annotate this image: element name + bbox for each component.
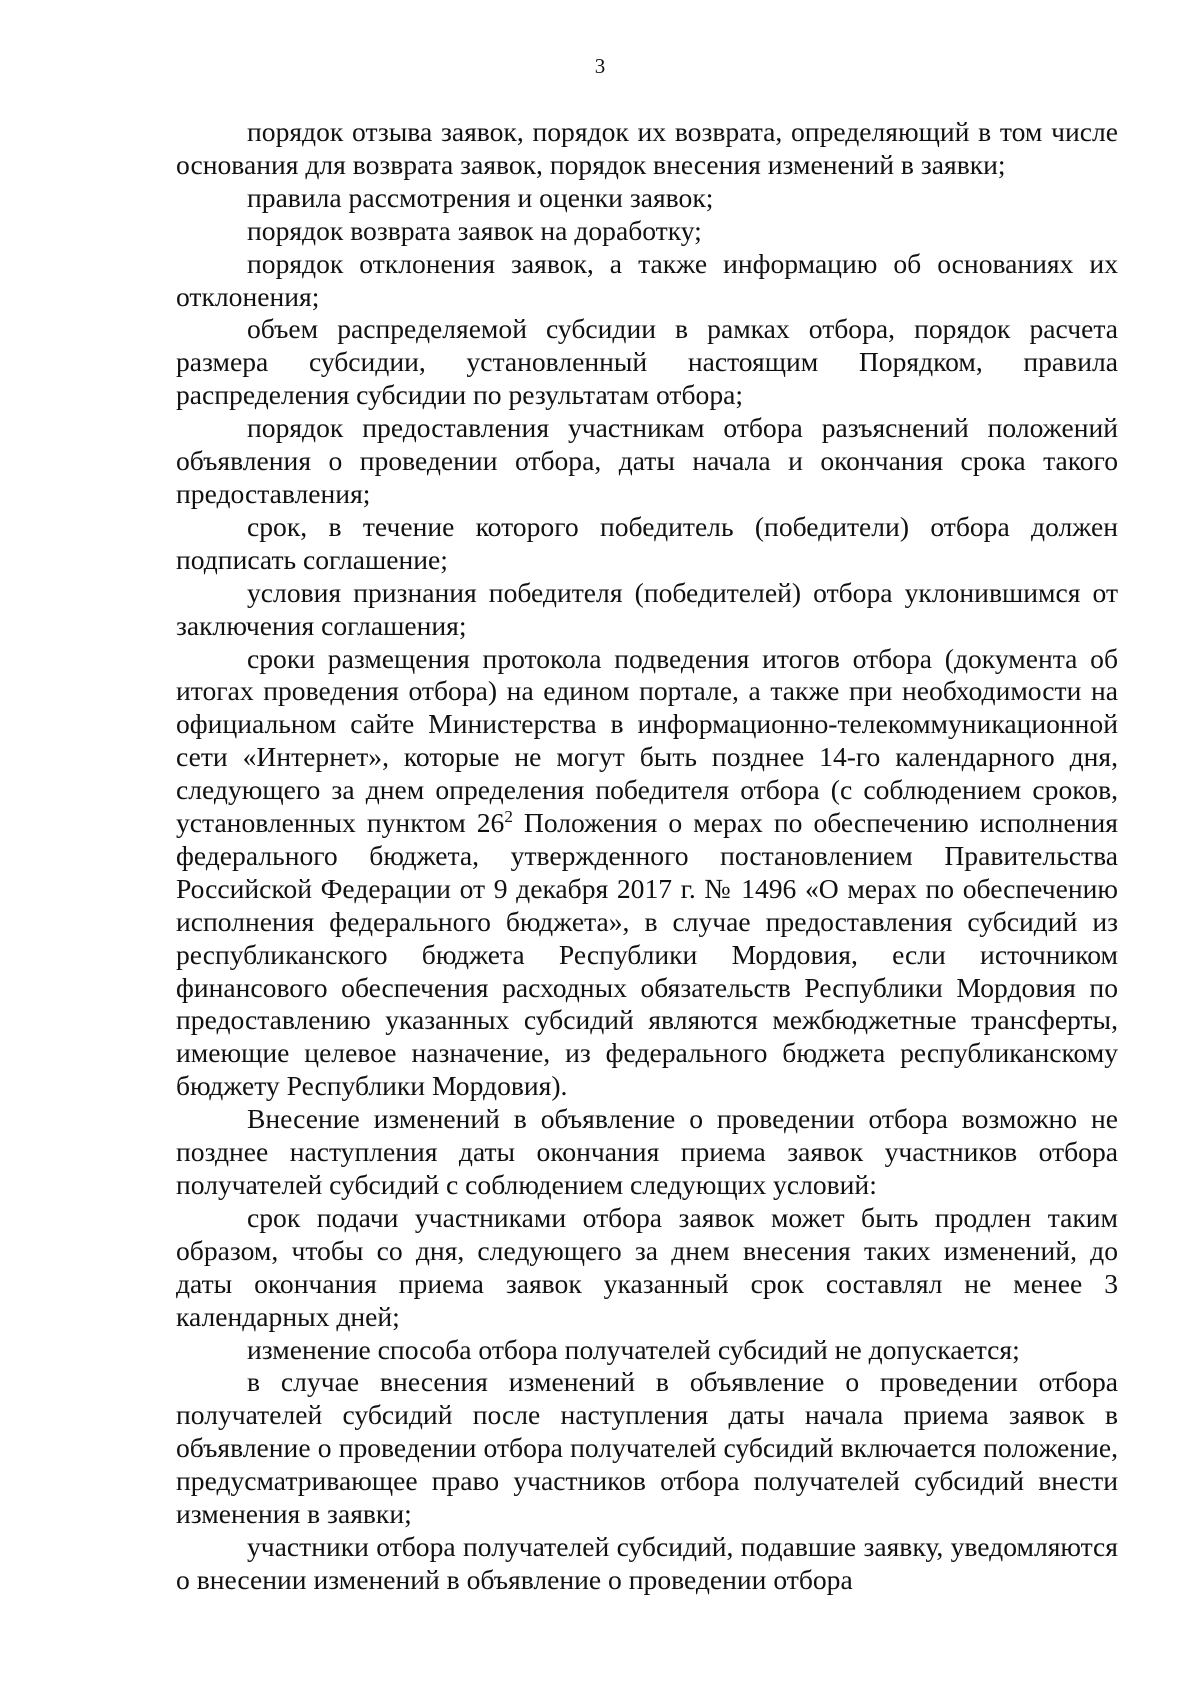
paragraph-clarifications: порядок предоставления участникам отбора разъяснений положений объявления о проведении отбора, даты начала и окончания срока такого предоставления; bbox=[176, 412, 1118, 509]
paragraph-evasion-conditions: условия признания победителя (победителей) отбора уклонившимся от заключения соглашения; bbox=[176, 576, 1118, 641]
paragraph-rejection-procedure: порядок отклонения заявок, а также информацию об основаниях их отклонения; bbox=[176, 247, 1118, 312]
paragraph-method-change: изменение способа отбора получателей субсидий не допускается; bbox=[247, 1333, 1020, 1365]
paragraph-protocol-deadlines bbox=[176, 643, 1118, 1104]
protocol-text-after: Положения о мерах по обеспечению исполнения федерального бюджета, утвержденного постановлением Правительства Российской Федерации от 9 декабря 2017 г. № 1496 «О мерах по обеспечению исполнения федерального бюджета», в случае предоставления субсидий из республиканского бюджета Республики Мордовия, если источником финансового обеспечения расходных обязательств Республики Мордовия по предоставлению указанных субсидий являются межбюджетные трансферты, имеющие целевое назначение, из федерального бюджета республиканскому бюджету Республики Мордовия). bbox=[176, 807, 1118, 1102]
paragraph-amendments-intro: Внесение изменений в объявление о проведении отбора возможно не позднее наступления даты окончания приема заявок участников отбора получателей субсидий с соблюдением следующих условий: bbox=[176, 1103, 1118, 1200]
paragraph-review-rules: правила рассмотрения и оценки заявок; bbox=[247, 181, 714, 213]
page-number: 3 bbox=[594, 54, 606, 78]
paragraph-amendment-after-start: в случае внесения изменений в объявление о проведении отбора получателей субсидий после наступления даты начала приема заявок в объявление о проведении отбора получателей субсидий включается положение, предусматривающее право участников отбора получателей субсидий внести изменения в заявки; bbox=[176, 1366, 1118, 1530]
paragraph-participant-notification: участники отбора получателей субсидий, подавшие заявку, уведомляются о внесении изменений в объявление о проведении отбора bbox=[176, 1530, 1118, 1595]
document-body bbox=[176, 116, 1118, 1597]
paragraph-withdrawal-procedure: порядок отзыва заявок, порядок их возврата, определяющий в том числе основания для возврата заявок, порядок внесения изменений в заявки; bbox=[176, 116, 1118, 180]
paragraph-agreement-deadline: срок, в течение которого победитель (победители) отбора должен подписать соглашение; bbox=[176, 510, 1118, 575]
footnote-superscript: 2 bbox=[504, 806, 513, 826]
paragraph-deadline-extension: срок подачи участниками отбора заявок может быть продлен таким образом, чтобы со дня, следующего за днем внесения таких изменений, до даты окончания приема заявок указанный срок составлял не менее 3 календарных дней; bbox=[176, 1201, 1118, 1332]
protocol-text-before: сроки размещения протокола подведения итогов отбора (документа об итогах проведения отбора) на едином портале, а также при необходимости на официальном сайте Министерства в информационно-телекоммуникационной сети «Интернет», которые не могут быть позднее 14-го календарного дня, следующего за днем определения победителя отбора (с соблюдением сроков, установленных пунктом 26 bbox=[176, 642, 1118, 839]
paragraph-return-for-revision: порядок возврата заявок на доработку; bbox=[247, 214, 702, 246]
paragraph-subsidy-volume: объем распределяемой субсидии в рамках отбора, порядок расчета размера субсидии, установленный настоящим Порядком, правила распределения субсидии по результатам отбора; bbox=[176, 313, 1118, 411]
